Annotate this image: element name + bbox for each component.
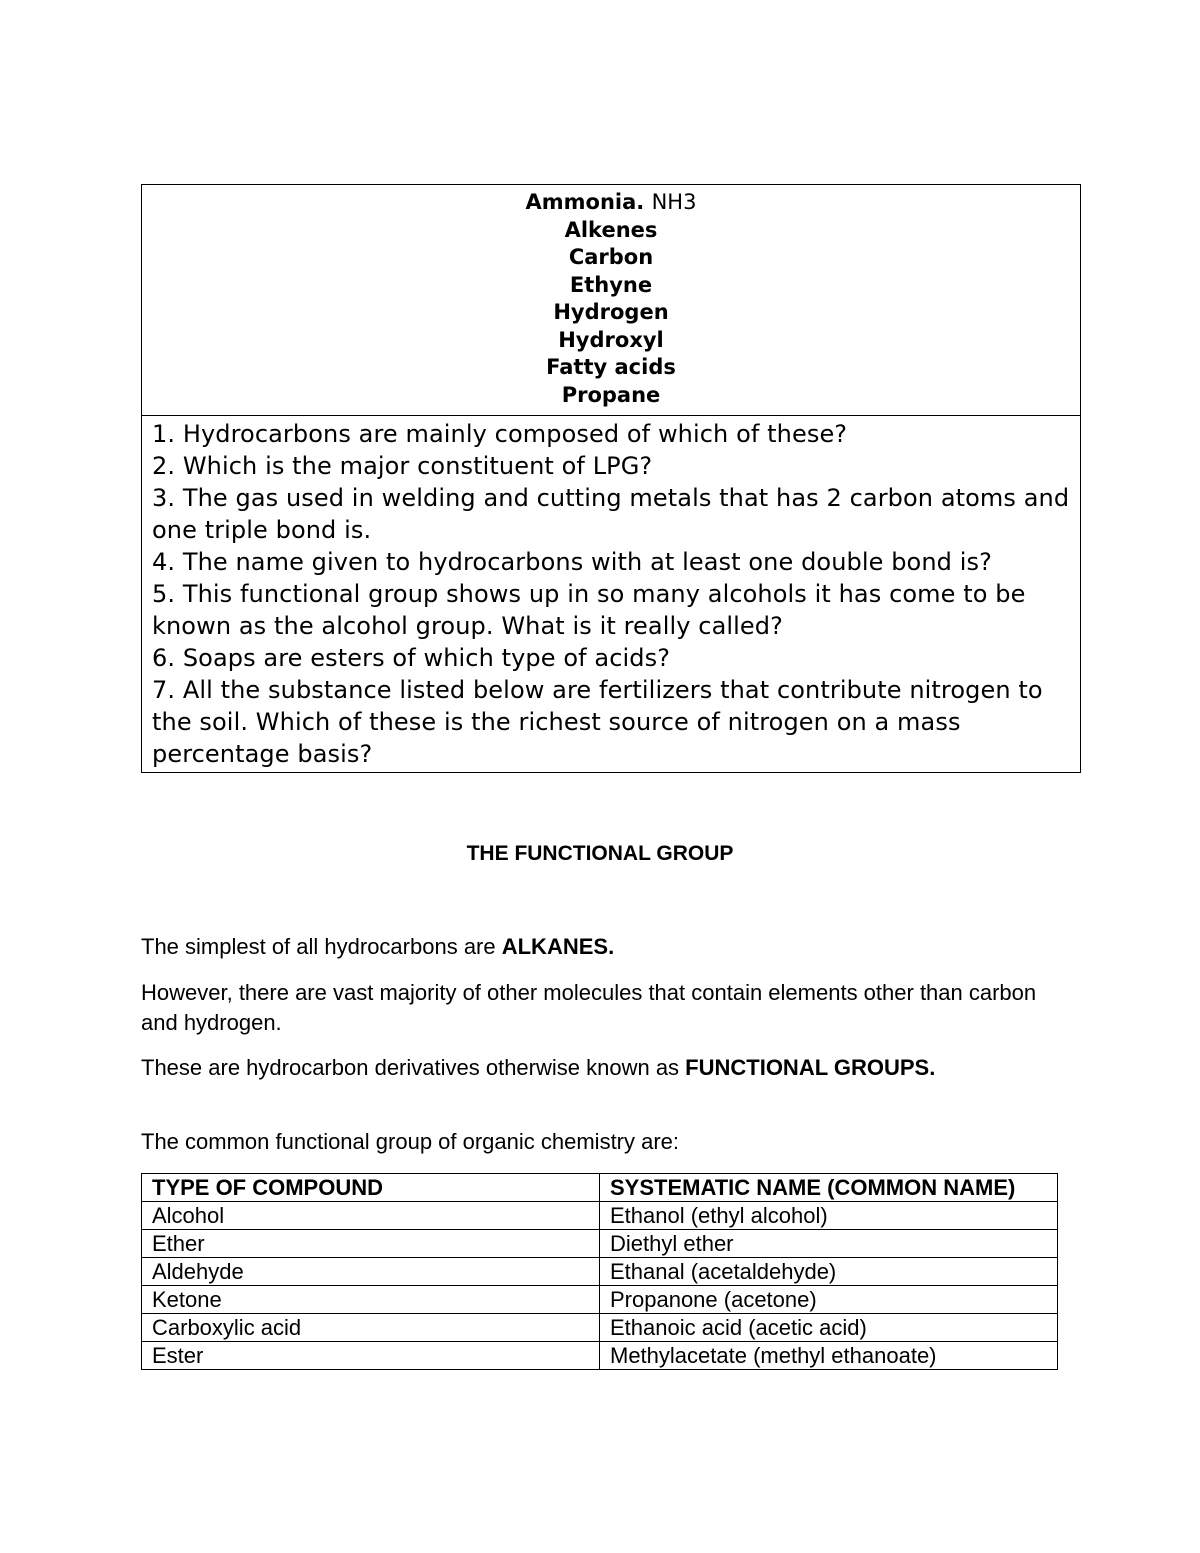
paragraph-bold: ALKANES. [501,934,615,959]
table-cell-name: Diethyl ether [600,1230,1058,1258]
table-row [142,1202,1058,1230]
question-item: 7. All the substance listed below are fertilizers that contribute nitrogen to the soil. Which of these is the richest source of nitrogen on a mass percentage basis? [152,676,1043,768]
functional-group-table [141,1173,1058,1370]
table-row [142,1286,1058,1314]
paragraph-alkanes [141,932,1041,962]
paragraph-text: The simplest of all hydrocarbons are [141,934,502,959]
table-cell-type: Alcohol [142,1202,600,1230]
section-title: THE FUNCTIONAL GROUP [466,842,734,865]
question-item: 1. Hydrocarbons are mainly composed of which of these? [152,420,848,448]
choice-item: Fatty acids [546,355,676,379]
table-row [142,1258,1058,1286]
table-row [142,1314,1058,1342]
question-list [142,416,1080,772]
choice-formula: NH3 [651,190,697,214]
table-cell-name: Methylacetate (methyl ethanoate) [600,1342,1058,1370]
table-header-type: TYPE OF COMPOUND [142,1174,600,1202]
table-cell-type: Ketone [142,1286,600,1314]
choice-item: Hydroxyl [558,327,664,352]
paragraph-molecules: However, there are vast majority of other molecules that contain elements other than carbon and hydrogen. [141,980,1037,1035]
answer-choices [142,185,1080,416]
table-row [142,1342,1058,1370]
table-cell-name: Propanone (acetone) [600,1286,1058,1314]
table-cell-type: Aldehyde [142,1258,600,1286]
table-cell-type: Ether [142,1230,600,1258]
table-cell-name: Ethanol (ethyl alcohol) [600,1202,1058,1230]
table-cell-name: Ethanoic acid (acetic acid) [600,1314,1058,1342]
question-item: 6. Soaps are esters of which type of acids? [152,644,671,672]
choice-item: Ethyne [569,272,653,297]
quiz-box [141,184,1081,773]
question-item: 5. This functional group shows up in so many alcohols it has come to be known as the alcohol group. What is it really called? [152,580,1026,640]
paragraph-derivatives [141,1053,1041,1083]
paragraph-intro-table: The common functional group of organic chemistry are: [141,1129,680,1154]
choice-item: Hydrogen [553,300,669,324]
table-cell-type: Carboxylic acid [142,1314,600,1342]
table-row [142,1230,1058,1258]
choice-item: Propane [561,382,661,407]
choice-item: Alkenes [564,217,658,242]
question-item: 3. The gas used in welding and cutting metals that has 2 carbon atoms and one triple bond is. [152,484,1070,544]
question-item: 4. The name given to hydrocarbons with at least one double bond is? [152,548,992,576]
table-cell-name: Ethanal (acetaldehyde) [600,1258,1058,1286]
choice-item [142,189,1080,217]
table-header-name: SYSTEMATIC NAME (COMMON NAME) [600,1174,1058,1202]
table-cell-type: Ester [142,1342,600,1370]
table-header-row [142,1174,1058,1202]
choice-item: Carbon [568,245,654,269]
paragraph-text: These are hydrocarbon derivatives otherwise known as [141,1055,686,1080]
paragraph-bold: FUNCTIONAL GROUPS. [685,1055,936,1080]
choice-label: Ammonia. [525,190,645,214]
question-item: 2. Which is the major constituent of LPG? [152,452,653,480]
